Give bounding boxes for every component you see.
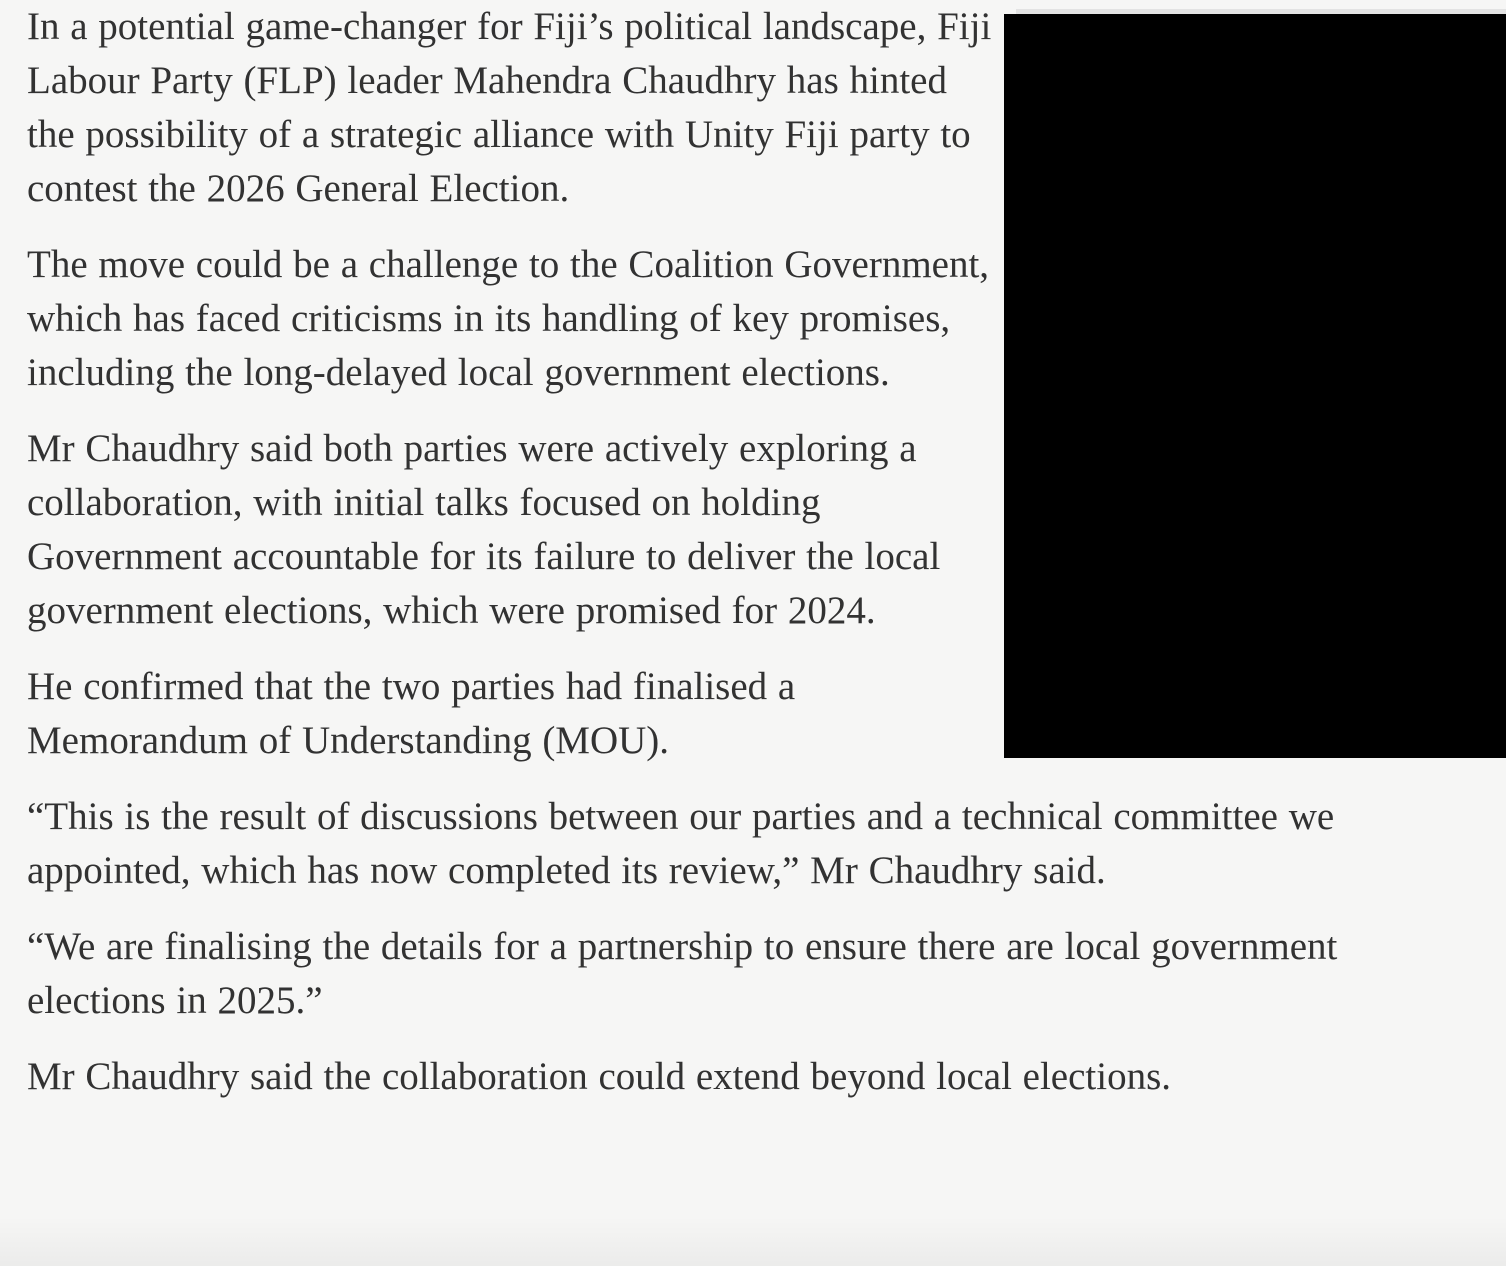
article-figure	[1004, 0, 1506, 758]
article-paragraph-7: Mr Chaudhry said the collaboration could extend beyond local elections.	[27, 1055, 1172, 1098]
redacted-article-image	[1004, 14, 1506, 758]
article-paragraph-5: “This is the result of discussions between our parties and a technical committee we appointed, which has now completed its review,” Mr Chaudhry said.	[27, 795, 1335, 892]
article-paragraph-3: Mr Chaudhry said both parties were actively exploring a collaboration, with initial talks focused on holding Government accountable for its failure to deliver the local government elections, which were promised for 2024.	[27, 427, 941, 632]
article-paragraph-1: In a potential game-changer for Fiji’s political landscape, Fiji Labour Party (FLP) leader Mahendra Chaudhry has hinted the possibility of a strategic alliance with Unity Fiji party to contest the 2026 General Election.	[27, 5, 992, 210]
article-paragraph-6: “We are finalising the details for a partnership to ensure there are local government elections in 2025.”	[27, 925, 1338, 1022]
article-paragraph-2: The move could be a challenge to the Coalition Government, which has faced criticisms in its handling of key promises, including the long-delayed local government elections.	[27, 243, 990, 394]
article-paragraph-4: He confirmed that the two parties had finalised a Memorandum of Understanding (MOU).	[27, 665, 796, 762]
